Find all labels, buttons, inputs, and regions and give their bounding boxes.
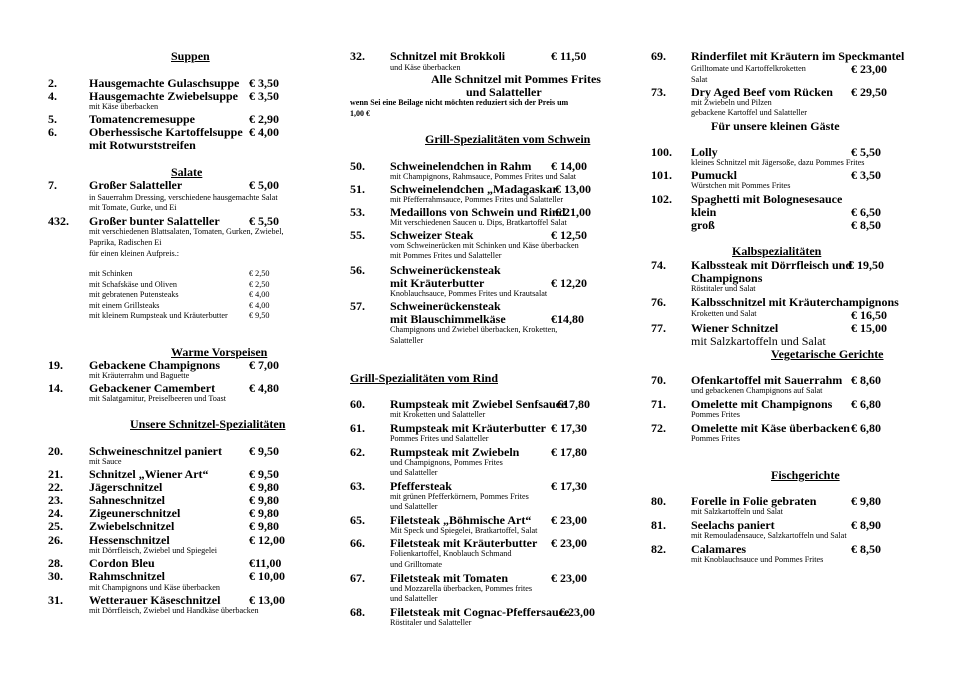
schnitzel-note: Alle Schnitzel mit Pommes Frites	[431, 72, 601, 86]
item-price: € 15,00	[851, 321, 887, 335]
item-name-line2: mit Blauschimmelkäse	[390, 312, 506, 326]
item-price: € 9,80	[249, 493, 279, 507]
item-number: 70.	[651, 373, 666, 387]
item-price: € 29,50	[851, 85, 887, 99]
item-name: Schweineschnitzel paniert	[89, 444, 222, 458]
item-name: Schweinelendchen in Rahm	[390, 159, 532, 173]
item-price: € 6,50	[851, 205, 881, 219]
item-name: Wetterauer Käseschnitzel	[89, 593, 221, 607]
item-price: €17,80	[557, 397, 590, 411]
item-name: Rahmschnitzel	[89, 569, 165, 583]
item-name: Schnitzel „Wiener Art“	[89, 467, 209, 481]
item-number: 22.	[48, 480, 63, 494]
item-price: € 9,80	[249, 519, 279, 533]
item-description: mit Käse überbacken	[89, 102, 159, 111]
item-number: 72.	[651, 421, 666, 435]
item-name: Kalbssteak mit Dörrfleisch und	[691, 258, 853, 272]
item-description: Mit verschiedenen Saucen u. Dips, Bratkartoffel Salat	[390, 218, 567, 227]
item-price: € 3,50	[851, 168, 881, 182]
extra-name: mit gebratenen Putensteaks	[89, 290, 179, 299]
extra-name: mit Schinken	[89, 269, 133, 278]
item-number: 102.	[651, 192, 672, 206]
item-name: Forelle in Folie gebraten	[691, 494, 817, 508]
item-description: mit Tomate, Gurke, und Ei	[89, 203, 177, 212]
item-price: € 19,50	[848, 258, 884, 272]
item-description: Salatteller	[390, 336, 424, 345]
item-number: 28.	[48, 556, 63, 570]
item-description: und Salatteller	[390, 594, 438, 603]
item-name: Pfeffersteak	[390, 479, 452, 493]
item-number: 30.	[48, 569, 63, 583]
item-description: und Mozzarella überbacken, Pommes frites	[390, 584, 533, 593]
item-name: Tomatencremesuppe	[89, 112, 195, 126]
item-number: 24.	[48, 506, 63, 520]
item-number: 31.	[48, 593, 63, 607]
item-description: Pommes Frites	[691, 410, 740, 419]
item-number: 69.	[651, 49, 666, 63]
item-number: 53.	[350, 205, 365, 219]
item-name: Großer Salatteller	[89, 178, 183, 192]
section-heading-warm: Warme Vorspeisen	[171, 345, 268, 359]
item-name: Zwiebelschnitzel	[89, 519, 175, 533]
item-description: mit Salzkartoffeln und Salat	[691, 507, 783, 516]
item-description: Paprika, Radischen Ei	[89, 238, 162, 247]
item-description: mit Sauce	[89, 457, 122, 466]
item-description: gebackene Kartoffel und Salatteller	[691, 108, 808, 117]
item-number: 50.	[350, 159, 365, 173]
item-number: 68.	[350, 605, 365, 619]
item-number: 65.	[350, 513, 365, 527]
item-description: mit Knoblauchsauce und Pommes Frites	[691, 555, 824, 564]
item-description: kleines Schnitzel mit Jägersoße, dazu Pommes Frites	[691, 158, 865, 167]
item-price: € 17,80	[551, 445, 587, 459]
item-number: 4.	[48, 89, 57, 103]
item-description: in Sauerrahm Dressing, verschiedene hausgemachte Salat	[89, 193, 278, 202]
item-name: Gebackene Champignons	[89, 358, 221, 372]
item-number: 26.	[48, 533, 63, 547]
item-price: € 7,00	[249, 358, 279, 372]
item-price: € 17,30	[551, 421, 587, 435]
item-description: mit Remouladensauce, Salzkartoffeln und Salat	[691, 531, 847, 540]
item-name: Spaghetti mit Bolognesesauce	[691, 192, 843, 206]
item-price: € 9,50	[249, 467, 279, 481]
item-price: € 2,90	[249, 112, 279, 126]
item-price: € 8,60	[851, 373, 881, 387]
item-price: € 23,00	[551, 571, 587, 585]
item-description: und Salatteller	[390, 502, 438, 511]
item-price: € 10,00	[249, 569, 285, 583]
item-price: € 12,20	[551, 276, 587, 290]
item-name: Rumpsteak mit Zwiebeln	[390, 445, 520, 459]
item-price: € 9,80	[851, 494, 881, 508]
item-name: Großer bunter Salatteller	[89, 214, 220, 228]
item-description: und Käse überbacken	[390, 63, 461, 72]
item-number: 77.	[651, 321, 666, 335]
item-name: Schweinelendchen „Madagaskar	[390, 182, 558, 196]
item-number: 23.	[48, 493, 63, 507]
item-description: mit Kräuterrahm und Baguette	[89, 371, 190, 380]
item-price: € 16,50	[851, 308, 887, 322]
item-number: 20.	[48, 444, 63, 458]
item-number: 74.	[651, 258, 666, 272]
item-description: Salat	[691, 75, 708, 84]
item-price: € 13,00	[249, 593, 285, 607]
item-price: € 5,50	[249, 214, 279, 228]
item-number: 66.	[350, 536, 365, 550]
item-name: Wiener Schnitzel	[691, 321, 779, 335]
item-name: Medaillons von Schwein und Rind	[390, 205, 566, 219]
item-name-line2: Champignons	[691, 271, 763, 285]
item-number: 82.	[651, 542, 666, 556]
item-name: Rinderfilet mit Kräutern im Speckmantel	[691, 49, 905, 63]
item-name: Jägerschnitzel	[89, 480, 163, 494]
item-description: mit Dörrfleisch, Zwiebel und Spiegelei	[89, 546, 218, 555]
item-description: mit Pommes Frites und Salatteller	[390, 251, 502, 260]
extra-price: € 2,50	[249, 269, 270, 278]
item-name: Cordon Bleu	[89, 556, 155, 570]
item-name: Schnitzel mit Brokkoli	[390, 49, 506, 63]
item-price: € 23,00	[559, 605, 595, 619]
item-price: € 11,50	[551, 49, 587, 63]
item-price: € 3,50	[249, 89, 279, 103]
item-price: € 23,00	[551, 513, 587, 527]
item-name: Rumpsteak mit Kräuterbutter	[390, 421, 546, 435]
section-heading-suppen: Suppen	[171, 49, 210, 63]
item-number: 19.	[48, 358, 63, 372]
item-number: 432.	[48, 214, 69, 228]
item-description: und Salatteller	[390, 468, 438, 477]
item-description: Champignons und Zwiebel überbacken, Kroketten,	[390, 325, 558, 334]
item-name: Filetsteak mit Tomaten	[390, 571, 508, 585]
item-description: mit Pfefferrahmsauce, Pommes Frites und Salatteller	[390, 195, 564, 204]
item-price: € 13,00	[555, 182, 591, 196]
item-size: groß	[691, 218, 715, 232]
item-number: 57.	[350, 299, 365, 313]
item-description: Röstitaler und Salat	[691, 284, 756, 293]
item-price: € 6,80	[851, 397, 881, 411]
item-number: 71.	[651, 397, 666, 411]
item-name: Dry Aged Beef vom Rücken	[691, 85, 833, 99]
item-number: 6.	[48, 125, 57, 139]
item-price: €11,00	[249, 556, 282, 570]
item-price: € 9,50	[249, 444, 279, 458]
item-description: Grilltomate und Kartoffelkroketten	[691, 64, 806, 73]
item-description: und Champignons, Pommes Frites	[390, 458, 503, 467]
item-number: 100.	[651, 145, 672, 159]
item-price: € 14,00	[551, 159, 587, 173]
item-description: Pommes Frites	[691, 434, 740, 443]
item-name: Schweinerückensteak	[390, 263, 501, 277]
item-price: € 9,80	[249, 506, 279, 520]
item-description: mit Kroketten und Salatteller	[390, 410, 486, 419]
item-price: € 17,30	[551, 479, 587, 493]
item-price: € 8,50	[851, 542, 881, 556]
extra-price: € 2,50	[249, 280, 270, 289]
item-number: 21.	[48, 467, 63, 481]
extra-name: mit Schafskäse und Oliven	[89, 280, 177, 289]
item-price: € 23,00	[851, 62, 887, 76]
item-price: € 9,80	[249, 480, 279, 494]
extra-price: € 4,00	[249, 290, 270, 299]
item-name: Lolly	[691, 145, 718, 159]
item-description: mit grünen Pfefferkörnern, Pommes Frites	[390, 492, 529, 501]
item-description: Mit Speck und Spiegelei, Bratkartoffel, Salat	[390, 526, 538, 535]
extra-name: mit einem Grillsteaks	[89, 301, 160, 310]
item-number: 56.	[350, 263, 365, 277]
section-heading-salate: Salate	[171, 165, 203, 179]
schnitzel-note-small: wenn Sei eine Beilage nicht möchten reduziert sich der Preis um	[350, 98, 569, 107]
item-name: Pumuckl	[691, 168, 738, 182]
item-name: Kalbsschnitzel mit Kräuterchampignons	[691, 295, 899, 309]
item-name: Schweizer Steak	[390, 228, 474, 242]
item-price: € 8,90	[851, 518, 881, 532]
item-name: Oberhessische Kartoffelsuppe	[89, 125, 243, 139]
item-number: 73.	[651, 85, 666, 99]
item-price: € 5,50	[851, 145, 881, 159]
item-number: 2.	[48, 76, 57, 90]
item-number: 32.	[350, 49, 365, 63]
section-heading-schnitzel: Unsere Schnitzel-Spezialitäten	[130, 417, 286, 431]
item-description: mit Champignons, Rahmsauce, Pommes Frites und Salat	[390, 172, 577, 181]
item-name: Sahneschnitzel	[89, 493, 166, 507]
section-heading-rind: Grill-Spezialitäten vom Rind	[350, 371, 498, 385]
item-number: 67.	[350, 571, 365, 585]
item-name: Omelette mit Champignons	[691, 397, 833, 411]
item-price: € 4,80	[249, 381, 279, 395]
item-description: mit Salzkartoffeln und Salat	[691, 334, 826, 348]
item-name: Omelette mit Käse überbacken	[691, 421, 850, 435]
item-price: € 5,00	[249, 178, 279, 192]
item-description: mit verschiedenen Blattsalaten, Tomaten, Gurken, Zwiebel,	[89, 227, 284, 236]
item-description: mit Salatgarnitur, Preiselbeeren und Toast	[89, 394, 226, 403]
item-name: Rumpsteak mit Zwiebel Senfsauce	[390, 397, 567, 411]
item-price: € 8,50	[851, 218, 881, 232]
item-number: 7.	[48, 178, 57, 192]
item-number: 62.	[350, 445, 365, 459]
item-name: Ofenkartoffel mit Sauerrahm	[691, 373, 843, 387]
item-description: vom Schweinerücken mit Schinken und Käse überbacken	[390, 241, 579, 250]
item-name: Filetsteak „Böhmische Art“	[390, 513, 532, 527]
item-description: und gebackenen Champignons auf Salat	[691, 386, 823, 395]
item-description: Pommes Frites und Salatteller	[390, 434, 489, 443]
item-number: 63.	[350, 479, 365, 493]
item-size: klein	[691, 205, 717, 219]
item-name: Schweinerückensteak	[390, 299, 501, 313]
extra-price: € 9,50	[249, 311, 270, 320]
item-description: und Grilltomate	[390, 560, 443, 569]
item-name: Seelachs paniert	[691, 518, 775, 532]
section-heading-kalb: Kalbspezialitäten	[732, 244, 822, 258]
item-description: Folienkartoffel, Knoblauch Schmand	[390, 549, 512, 558]
item-description: mit Zwiebeln und Pilzen	[691, 98, 772, 107]
item-description: mit Champignons und Käse überbacken	[89, 583, 220, 592]
item-price: € 23,00	[551, 536, 587, 550]
schnitzel-note-small: 1,00 €	[350, 109, 370, 118]
section-heading-kinder: Für unsere kleinen Gäste	[711, 119, 840, 133]
item-number: 60.	[350, 397, 365, 411]
extra-name: mit kleinem Rumpsteak und Kräuterbutter	[89, 311, 228, 320]
section-heading-veg: Vegetarische Gerichte	[771, 347, 884, 361]
item-price: € 3,50	[249, 76, 279, 90]
item-name-line2: mit Rotwurststreifen	[89, 138, 196, 152]
item-number: 61.	[350, 421, 365, 435]
item-number: 5.	[48, 112, 57, 126]
item-number: 81.	[651, 518, 666, 532]
item-number: 25.	[48, 519, 63, 533]
item-description: für einen kleinen Aufpreis.:	[89, 249, 180, 258]
item-name: Zigeunerschnitzel	[89, 506, 181, 520]
item-price: € 12,50	[551, 228, 587, 242]
item-name: Gebackener Camembert	[89, 381, 216, 395]
item-name-line2: mit Kräuterbutter	[390, 276, 485, 290]
item-number: 51.	[350, 182, 365, 196]
item-description: Knoblauchsauce, Pommes Frites und Krautsalat	[390, 289, 548, 298]
item-price: € 12,00	[249, 533, 285, 547]
item-name: Hausgemachte Zwiebelsuppe	[89, 89, 239, 103]
item-price: € 21,00	[555, 205, 591, 219]
item-description: Kroketten und Salat	[691, 309, 757, 318]
item-number: 101.	[651, 168, 672, 182]
section-heading-fisch: Fischgerichte	[771, 468, 840, 482]
item-number: 55.	[350, 228, 365, 242]
schnitzel-note: und Salatteller	[466, 85, 542, 99]
item-name: Hausgemachte Gulaschsuppe	[89, 76, 240, 90]
extra-price: € 4,00	[249, 301, 270, 310]
item-price: € 4,00	[249, 125, 279, 139]
item-number: 14.	[48, 381, 63, 395]
item-name: Hessenschnitzel	[89, 533, 170, 547]
item-price: €14,80	[551, 312, 584, 326]
item-name: Filetsteak mit Cognac-Pfeffersauce	[390, 605, 570, 619]
item-price: € 6,80	[851, 421, 881, 435]
item-description: Würstchen mit Pommes Frites	[691, 181, 791, 190]
item-number: 76.	[651, 295, 666, 309]
item-description: Röstitaler und Salatteller	[390, 618, 472, 627]
section-heading-schwein: Grill-Spezialitäten vom Schwein	[425, 132, 591, 146]
item-name: Filetsteak mit Kräuterbutter	[390, 536, 538, 550]
item-name: Calamares	[691, 542, 747, 556]
item-number: 80.	[651, 494, 666, 508]
item-description: mit Dörrfleisch, Zwiebel und Handkäse überbacken	[89, 606, 259, 615]
